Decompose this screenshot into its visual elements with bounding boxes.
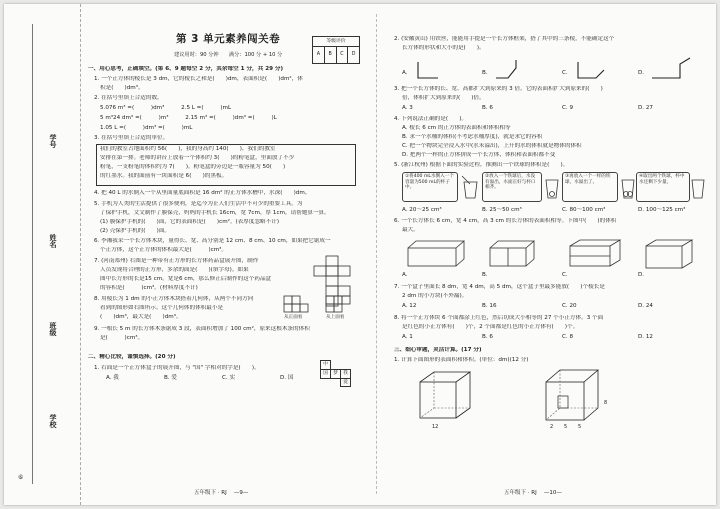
exam-sheet bbox=[4, 4, 716, 505]
q3-passage-3: 粉笔，一支粉笔的体积约为 7( )。粉笔盒的旁边是一瓶容量为 50( ) bbox=[100, 164, 286, 170]
experiment-step-3: ③再放入一个一样的铁球，水溢出了。 bbox=[562, 172, 618, 202]
exam-title: 第 3 单元素养闯关卷 bbox=[176, 33, 281, 45]
p2-q4-option-a[interactable]: A. 棱长 6 cm 的正方体的表面积和体积相等 bbox=[402, 125, 511, 131]
q10-option-c[interactable]: C. 实 bbox=[222, 375, 236, 381]
q7-text-2: 人员发现将合理的正方形，多余的面是( )(填字母)。如果 bbox=[100, 267, 249, 273]
student-id-label: 学号 bbox=[49, 134, 57, 148]
p2-q3-option-a[interactable]: A. 3 bbox=[402, 105, 413, 111]
p2-q3-option-d[interactable]: D. 27 bbox=[638, 105, 653, 111]
q6-text: 6. 李湘我采一个长方体木块，量得长、宽、高分别是 12 cm、8 cm、10 cm，如果把它锯成一 bbox=[94, 238, 331, 244]
section-1-heading: 一、用心思考，正确填空。(第 6、9 题每空 2 分，其余每空 1 分，共 29 分) bbox=[88, 66, 284, 72]
q2-line-a: 5.076 m³ =( )dm³ 2.5 L =( )mL bbox=[100, 105, 232, 111]
page-left-footer: 五年级下 · RJ —9— bbox=[194, 490, 249, 496]
p2-q6-option-a[interactable]: A. bbox=[402, 272, 408, 278]
p2-q3-text: 3. 把一个长方体的长、宽、高都扩大到原来的 3 倍，它的表面积扩大到原来的( ) bbox=[394, 86, 603, 92]
q10-option-d[interactable]: D. 国 bbox=[280, 375, 294, 381]
net-cell-1: 中 bbox=[320, 360, 331, 370]
q6-text-cont: 个正方体，这个正方体的体积最大是( )cm³。 bbox=[100, 247, 228, 253]
p2-q8-option-c[interactable]: C. 8 bbox=[562, 334, 574, 340]
cuboid-a-figure bbox=[404, 238, 466, 270]
p2-q5-option-c[interactable]: C. 80～100 cm³ bbox=[562, 207, 606, 213]
p2-q5-text: 5. (浙江杭州) 根据下面的实验过程，推测出一个铁球的体积是( )。 bbox=[394, 162, 569, 168]
net-cell-4: 我 bbox=[340, 369, 351, 379]
q10-option-a[interactable]: A. 我 bbox=[106, 375, 119, 381]
page-mark: ⑥ bbox=[18, 474, 24, 481]
p2-q2-option-d[interactable]: D. bbox=[638, 70, 645, 76]
q3-passage-2: 安排在第一排。老师的讲台上放着一个体积约 3( )的粉笔盒，里面放了不少 bbox=[100, 155, 295, 161]
q7-text-4: 的容积是( )cm³。(材料厚度不计) bbox=[100, 285, 198, 291]
experiment-step-1: ①将400 mL水倒入一个容量为500 mL的杯子中。 bbox=[402, 172, 458, 202]
front-view-label: 从正面看 bbox=[284, 315, 303, 320]
cup-pour-icon bbox=[460, 174, 480, 200]
p2-q6-text-cont: 最大。 bbox=[402, 227, 419, 233]
frame-c-figure bbox=[572, 56, 622, 82]
class-label: 班级 bbox=[49, 322, 57, 336]
q2-line-b: 5 m³24 dm³ =( )m³ 2.15 m³ =( )dm³ =( )L bbox=[100, 115, 277, 121]
cube-net-figure bbox=[320, 360, 360, 386]
p2-q3-option-c[interactable]: C. 9 bbox=[562, 105, 574, 111]
cup-overflow-icon bbox=[620, 174, 636, 200]
p2-q8-text: 8. 将一个正方体块 6 个面都涂上红色，然后切成大小相等的 27 个小正方体。3 个面 bbox=[394, 315, 604, 321]
q8-text-2: 看到的图形如右图所示。这个几何体的体积最小是 bbox=[100, 305, 224, 311]
p2-q4-option-c[interactable]: C. 把一个物块完全浸入水中(水未溢出)，上升的水的体积就是物体的体积 bbox=[402, 143, 582, 149]
p2-q5-option-d[interactable]: D. 100～125 cm³ bbox=[638, 207, 686, 213]
cuboid-dim-b: 5 bbox=[564, 424, 568, 430]
p2-q4-option-b[interactable]: B. 求一个水桶的体积(不考虑水桶厚度)，就是求它的容积 bbox=[402, 134, 543, 140]
cuboid-dim-a: 2 bbox=[550, 424, 554, 430]
q2-text: 2. 在括号里填上合适的数。 bbox=[94, 95, 163, 101]
binding-strip bbox=[4, 4, 81, 505]
cube-figure bbox=[416, 368, 476, 424]
grade-b[interactable]: B bbox=[325, 47, 337, 63]
q10-text: 1. 右面是一个正方体盒子的展开图，与 "国" 字相对的字是( )。 bbox=[94, 365, 260, 371]
page-divider bbox=[376, 14, 377, 494]
p2-q7-option-a[interactable]: A. 12 bbox=[402, 303, 417, 309]
cuboid-b-figure bbox=[486, 238, 548, 270]
q3-passage-1: 我们的教室占地面积约 56( )，我的身高约 140( )，我们的教室 bbox=[100, 146, 276, 152]
net-cell-3: 梦 bbox=[330, 369, 341, 379]
p2-q4-text: 4. 下列说法正确的是( )。 bbox=[394, 116, 468, 122]
frame-b-figure bbox=[492, 56, 542, 82]
q4-text: 4. 把 40 L 的水倒入一个从里面量底面积是 16 dm² 的正方体水槽中，水深( )dm。 bbox=[94, 190, 311, 196]
name-label: 姓名 bbox=[49, 234, 57, 248]
net-cell-5: 爱 bbox=[340, 378, 351, 387]
q8-text: 8. 用棱长为 1 dm 的小正方体木块搭着几何体，从两个不同方向 bbox=[94, 296, 254, 302]
top-view-label: 从上面看 bbox=[326, 315, 345, 320]
q10-option-b[interactable]: B. 爱 bbox=[164, 375, 177, 381]
cuboid-figure bbox=[540, 366, 610, 426]
cube-dim-label: 12 bbox=[432, 424, 439, 430]
p2-q5-option-b[interactable]: B. 25～50 cm³ bbox=[482, 207, 522, 213]
p2-s3-q1-text: 1. 计算下面图形的表面积和体积。(单位：dm)(12 分) bbox=[394, 357, 529, 363]
p2-q3-text-cont: 倍，体积扩大到原来的( )倍。 bbox=[402, 95, 485, 101]
cup-ball-icon bbox=[544, 174, 560, 200]
q5-text-cont: 了保护手机，文文制作了膜保壳，妈妈的手机长 16cm，宽 7cm，厚 1cm，请帮她算一算。 bbox=[100, 210, 330, 216]
q1-text: 1. 一个正方体的棱长是 3 dm，它的棱长之和是( )dm，表面积是( )dm²，体 bbox=[94, 76, 303, 82]
grade-box bbox=[312, 36, 360, 64]
cut-line bbox=[32, 24, 33, 484]
p2-q2-option-b[interactable]: B. bbox=[482, 70, 488, 76]
q9-text: 9. 一根长 5 m 的长方体木条锯成 3 段，表面积增加了 100 cm²，原来这根木条的体积 bbox=[94, 326, 310, 332]
q5-part-1: (1) 膜保护手机的( )面，它的表面积是( )cm²。(表厚度忽略不计) bbox=[100, 219, 280, 225]
section-2-heading: 二、精心比较，谨慎选择。(20 分) bbox=[88, 354, 176, 360]
section-3-heading: 三、细心审题，灵活计算。(17 分) bbox=[394, 347, 482, 353]
q5-text: 5. 手机为人类的生活提供了很多便利，是迄今为止人们生活中不可少的重要工具。为 bbox=[94, 201, 303, 207]
q9-text-cont: 是( )cm³。 bbox=[100, 335, 144, 341]
p2-q6-text: 6. 一个长方体长 6 cm，宽 4 cm，高 3 cm 的长方体的表面积相等。下图中( )的体积 bbox=[394, 218, 617, 224]
p2-q8-text-cont: 是红色的小正方体有( )个，2 个面都是红色的小正方体有( )个。 bbox=[402, 324, 579, 330]
p2-q8-option-a[interactable]: A. 1 bbox=[402, 334, 413, 340]
cuboid-c-figure bbox=[566, 238, 628, 270]
p2-q7-option-b[interactable]: B. 16 bbox=[482, 303, 497, 309]
experiment-step-4: ④取出两个铁球，杯中水还剩下少量。 bbox=[636, 172, 690, 202]
p2-q6-option-c[interactable]: C. bbox=[562, 272, 568, 278]
grade-c[interactable]: C bbox=[337, 47, 349, 63]
page-right bbox=[390, 4, 708, 505]
page-left bbox=[84, 4, 362, 505]
frame-d-figure bbox=[648, 56, 704, 82]
q7-text-3: 图中长方形的长是15 cm，宽是6 cm，那么修正后制作的这个药品盒 bbox=[100, 276, 272, 282]
p2-q4-option-d[interactable]: D. 把两个一样的正方体拼成一个长方体，体积和表面积都不变 bbox=[402, 152, 556, 158]
p2-q2-option-a[interactable]: A. bbox=[402, 70, 408, 76]
q3-passage-4: 的红墨水。我的面前有一块面积是 6( )的黑板。 bbox=[100, 173, 228, 179]
experiment-step-2: ②放入一个铁球后，水没有溢出，水面正好与杯口相齐。 bbox=[482, 172, 542, 202]
p2-q8-option-b[interactable]: B. 6 bbox=[482, 334, 493, 340]
p2-q2-option-c[interactable]: C. bbox=[562, 70, 568, 76]
q3-text: 3. 在括号里填上合适的单位。 bbox=[94, 135, 169, 141]
exam-meta: 建议用时：90 分钟 满分：100 分 + 10 分 bbox=[174, 52, 283, 58]
p2-q7-option-d[interactable]: D. 24 bbox=[638, 303, 653, 309]
cuboid-d-figure bbox=[642, 238, 704, 270]
grade-d[interactable]: D bbox=[351, 52, 356, 57]
p2-q6-option-b[interactable]: B. bbox=[482, 272, 488, 278]
frame-a-figure bbox=[412, 56, 462, 82]
grade-title: 等级评价 bbox=[313, 37, 359, 47]
grade-a[interactable]: A bbox=[313, 47, 325, 63]
p2-q2-text-cont: 长方体的形状和大小的是( )。 bbox=[402, 45, 485, 51]
p2-q7-text-cont: 2 dm 的小方块(不外漏)。 bbox=[402, 293, 468, 299]
q1-text-cont: 积是( )dm³。 bbox=[100, 85, 144, 91]
p2-q2-text: 2. (安徽黄山) 用铁丝，能能用手提是一个长方体框架，搭了其中的三条棱，不能确定这个 bbox=[394, 36, 615, 42]
cuboid-dim-c: 5 bbox=[578, 424, 582, 430]
p2-q7-text: 7. 一个盒子里面长 8 dm，宽 4 dm，高 5 dm，这个盒子里最多能放( )个棱长是 bbox=[394, 284, 605, 290]
p2-q3-option-b[interactable]: B. 6 bbox=[482, 105, 493, 111]
net-cell-2: 国 bbox=[320, 369, 331, 379]
cuboid-dim-d: 8 bbox=[604, 400, 608, 406]
p2-q6-option-d[interactable]: D. bbox=[638, 272, 645, 278]
p2-q7-option-c[interactable]: C. 20 bbox=[562, 303, 577, 309]
q8-text-3: ( )dm³，最大是( )dm³。 bbox=[100, 314, 182, 320]
cup-empty-icon bbox=[690, 174, 706, 200]
school-label: 学校 bbox=[49, 414, 57, 428]
p2-q5-option-a[interactable]: A. 20～25 cm³ bbox=[402, 207, 442, 213]
q2-line-c: 1.05 L =( )dm³ =( )mL bbox=[100, 125, 193, 131]
q7-text: 7. (河南郑州) 右图是一种带有正方形的长方体药品盒展开图，制作 bbox=[94, 258, 259, 264]
page-right-footer: 五年级下 · RJ —10— bbox=[504, 490, 562, 496]
q5-part-2: (2) 壳保护手机的( )面。 bbox=[100, 228, 171, 234]
p2-q8-option-d[interactable]: D. 12 bbox=[638, 334, 653, 340]
